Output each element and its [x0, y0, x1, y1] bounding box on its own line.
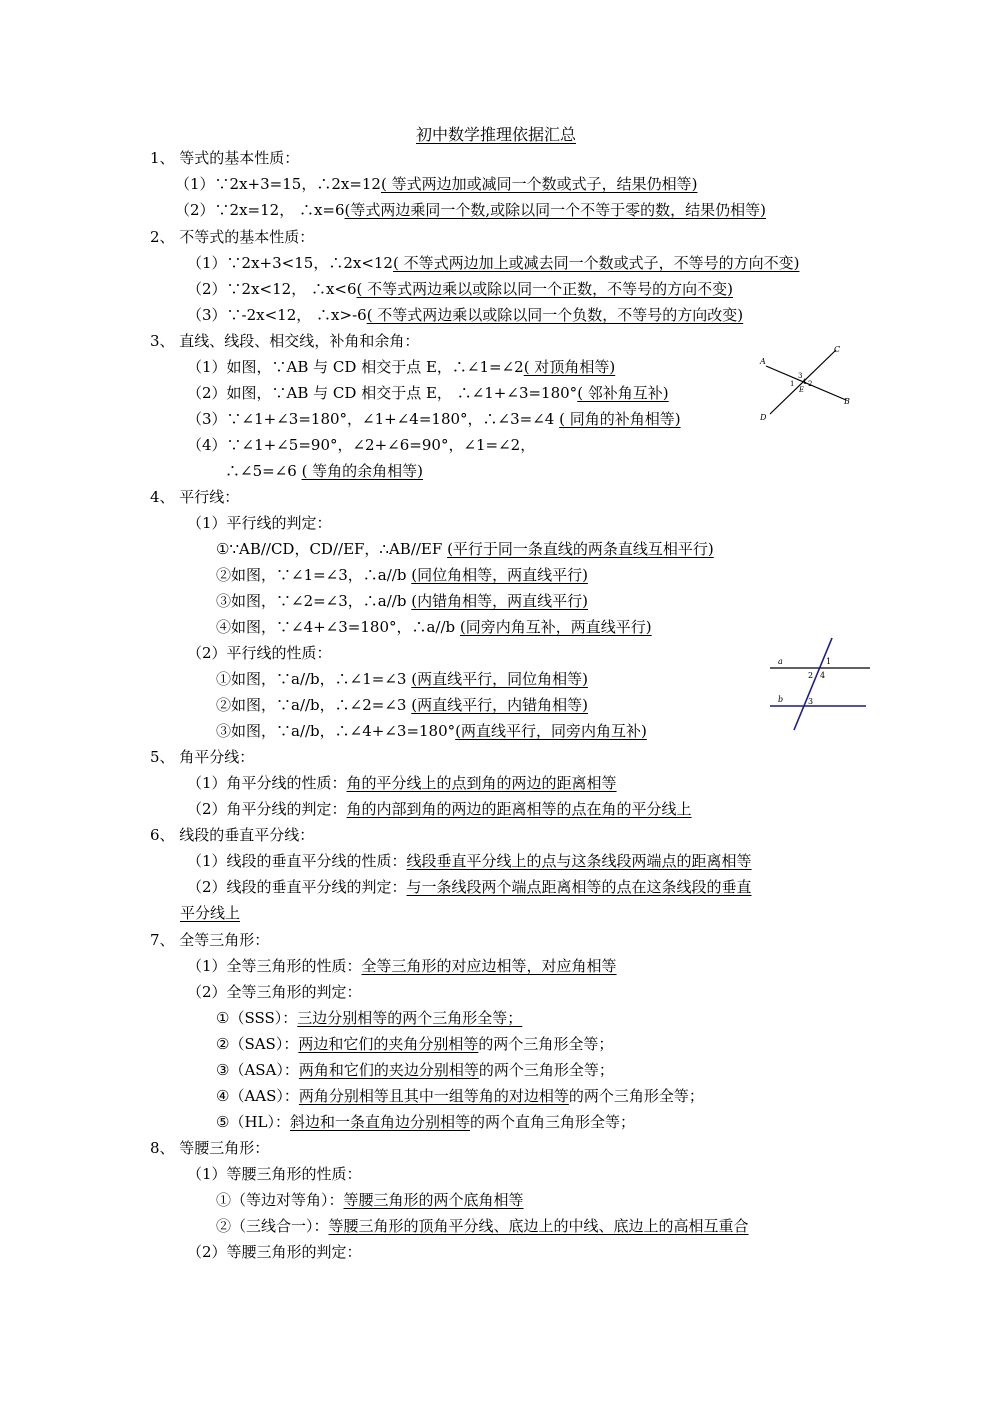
text-line [187, 877, 752, 897]
line-text: （1）线段的垂直平分线的性质： [187, 852, 407, 870]
line-underlined-text: 角的内部到角的两边的距离相等的点在角的平分线上 [346, 800, 692, 818]
fig2-label-3: 3 [808, 697, 814, 706]
fig1-label-1: 1 [790, 380, 795, 388]
line-underlined-text: 两角分别相等且其中一组等角的对边相等 [298, 1087, 569, 1105]
text-line [150, 930, 269, 950]
text-line [187, 253, 799, 273]
line-text: 7、 全等三角形： [150, 931, 270, 949]
text-line [216, 1112, 635, 1132]
text-line [187, 305, 743, 325]
line-underlined-text: (两直线平行，内错角相等) [411, 696, 588, 714]
line-underlined-text: 两边和它们的夹角分别相等 [298, 1035, 479, 1053]
line-text: 3、 直线、线段、相交线，补角和余角： [150, 332, 420, 350]
line-underlined-text: ( 等式两边加或减同一个数或式子，结果仍相等) [380, 175, 698, 193]
text-line [187, 357, 615, 377]
line-text: （2）∵2x<12， ∴x<6 [187, 280, 357, 298]
line-text: 5、 角平分线： [150, 748, 255, 766]
line-text: ①∵AB//CD，CD//EF，∴AB//EF [216, 540, 448, 558]
fig1-label-d: D [760, 413, 767, 422]
line-underlined-text: 角的平分线上的点到角的两边的距离相等 [346, 774, 617, 792]
line-text: ∴∠5=∠6 [225, 462, 302, 480]
line-text: ④（AAS）： [216, 1087, 299, 1105]
line-underlined-text: 两角和它们的夹边分别相等 [298, 1061, 479, 1079]
line-text: （3）∵∠1+∠3=180°，∠1+∠4=180°，∴∠3=∠4 [187, 410, 560, 428]
text-line [187, 409, 681, 429]
text-line [216, 1190, 524, 1210]
fig2-label-a: a [778, 657, 783, 666]
line-text: （1）角平分线的性质： [187, 774, 347, 792]
line-text: ③（ASA）： [216, 1061, 299, 1079]
page-title: 初中数学推理依据汇总 [415, 125, 576, 144]
line-underlined-text: (同旁内角互补，两直线平行) [459, 618, 652, 636]
line-underlined-text: 等腰三角形的两个底角相等 [343, 1191, 524, 1209]
line-trailing-text: 的两个三角形全等； [478, 1035, 614, 1053]
line-text: 4、 平行线： [150, 488, 240, 506]
line-text: 1、 等式的基本性质： [150, 149, 300, 167]
line-trailing-text: 的两个三角形全等； [568, 1087, 704, 1105]
fig1-label-b: B [844, 397, 850, 406]
text-line [216, 1216, 749, 1236]
text-line [150, 1138, 269, 1158]
fig1-label-4: 4 [802, 378, 807, 386]
fig1-label-3: 3 [798, 372, 803, 380]
line-text: 6、 线段的垂直平分线： [150, 826, 315, 844]
line-underlined-text: ( 不等式两边加上或减去同一个数或式子，不等号的方向不变) [392, 254, 800, 272]
line-underlined-text: ( 对顶角相等) [523, 358, 616, 376]
fig1-label-e: E [799, 386, 805, 394]
text-line [187, 279, 733, 299]
fig1-label-a: A [760, 357, 766, 366]
text-line [187, 383, 669, 403]
text-line [187, 956, 617, 976]
text-line [187, 773, 617, 793]
fig1-label-2: 2 [808, 380, 813, 388]
line-underlined-text: 平分线上 [180, 904, 241, 922]
text-line [187, 1164, 362, 1184]
fig1-label-c: C [834, 345, 841, 354]
fig2-label-2: 2 [808, 671, 814, 680]
line-text: （3）∵-2x<12， ∴x>-6 [187, 306, 367, 324]
text-line [216, 565, 588, 585]
text-line [175, 174, 697, 194]
line-underlined-text: ( 不等式两边乘以或除以同一个正数，不等号的方向不变) [356, 280, 734, 298]
text-line [216, 1086, 704, 1106]
line-text: （1）∵2x+3=15，∴2x=12 [175, 175, 381, 193]
line-text: ②（三线合一）： [216, 1217, 329, 1235]
line-underlined-text: (内错角相等，两直线平行) [411, 592, 588, 610]
fig2-label-1: 1 [826, 657, 832, 666]
line-trailing-text: 的两个直角三角形全等； [470, 1113, 636, 1131]
line-underlined-text: 与一条线段两个端点距离相等的点在这条线段的垂直 [406, 878, 752, 896]
line-underlined-text: 斜边和一条直角边分别相等 [290, 1113, 471, 1131]
text-line [187, 513, 332, 533]
text-line [150, 331, 419, 351]
text-line [187, 1242, 362, 1262]
line-underlined-text: (两直线平行，同旁内角互补) [455, 722, 647, 740]
line-text: （1）如图，∵AB 与 CD 相交于点 E，∴∠1=∠2 [187, 358, 524, 376]
line-underlined-text: (两直线平行，同位角相等) [411, 670, 588, 688]
text-line [175, 200, 766, 220]
line-text: ④如图，∵∠4+∠3=180°，∴a//b [216, 618, 460, 636]
text-line [216, 591, 588, 611]
text-line [225, 461, 423, 481]
intersecting-lines-figure [756, 342, 856, 426]
line-text: （2）全等三角形的判定： [187, 983, 362, 1001]
fig2-label-b: b [778, 695, 784, 704]
line-text: （1）∵2x+3<15，∴2x<12 [187, 254, 393, 272]
text-line [216, 617, 652, 637]
line-text: 8、 等腰三角形： [150, 1139, 270, 1157]
text-line [187, 982, 362, 1002]
line-text: （1）平行线的判定： [187, 514, 332, 532]
line-text: （2）等腰三角形的判定： [187, 1243, 362, 1261]
line-text: ②如图，∵a//b，∴∠2=∠3 [216, 696, 412, 714]
line-text: ②（SAS）： [216, 1035, 299, 1053]
line-underlined-text: (同位角相等，两直线平行) [411, 566, 588, 584]
text-line [216, 539, 714, 559]
text-line [150, 148, 299, 168]
text-line [216, 1060, 614, 1080]
text-line [216, 1034, 613, 1054]
text-line [150, 825, 314, 845]
text-line [150, 227, 314, 247]
line-text: （4）∵∠1+∠5=90°，∠2+∠6=90°，∠1=∠2， [187, 436, 536, 454]
line-underlined-text: ( 邻补角互补) [577, 384, 669, 402]
text-line [187, 799, 692, 819]
line-underlined-text: ( 不等式两边乘以或除以同一个负数，不等号的方向改变) [366, 306, 744, 324]
line-underlined-text: 全等三角形的对应边相等，对应角相等 [361, 957, 617, 975]
line-text: （1）等腰三角形的性质： [187, 1165, 362, 1183]
line-text: ②如图，∵∠1=∠3，∴a//b [216, 566, 412, 584]
line-underlined-text: ( 同角的补角相等) [559, 410, 681, 428]
text-line [180, 903, 240, 923]
line-underlined-text: (平行于同一条直线的两条直线互相平行) [447, 540, 714, 558]
line-underlined-text: 等腰三角形的顶角平分线、底边上的中线、底边上的高相互重合 [328, 1217, 749, 1235]
text-line [187, 851, 752, 871]
line-underlined-text: 三边分别相等的两个三角形全等； [297, 1009, 523, 1027]
line-text: ③如图，∵∠2=∠3，∴a//b [216, 592, 412, 610]
line-text: （2）如图，∵AB 与 CD 相交于点 E， ∴∠1+∠3=180° [187, 384, 578, 402]
line-underlined-text: ( 等角的余角相等) [301, 462, 424, 480]
fig2-label-4: 4 [820, 671, 826, 680]
text-line [187, 435, 535, 455]
text-line [216, 721, 647, 741]
text-line [216, 1008, 522, 1028]
line-underlined-text: 线段垂直平分线上的点与这条线段两端点的距离相等 [406, 852, 752, 870]
line-text: （2）角平分线的判定： [187, 800, 347, 818]
text-line [150, 487, 239, 507]
line-trailing-text: 的两个三角形全等； [478, 1061, 614, 1079]
text-line [216, 669, 588, 689]
line-text: 2、 不等式的基本性质： [150, 228, 315, 246]
line-text: ⑤（HL）： [216, 1113, 290, 1131]
line-text: ①如图，∵a//b，∴∠1=∠3 [216, 670, 412, 688]
line-underlined-text: (等式两边乘同一个数,或除以同一个不等于零的数，结果仍相等) [344, 201, 767, 219]
parallel-lines-figure [766, 634, 876, 734]
text-line [187, 643, 332, 663]
line-text: （2）平行线的性质： [187, 644, 332, 662]
text-line [216, 695, 588, 715]
line-text: ③如图，∵a//b，∴∠4+∠3=180° [216, 722, 456, 740]
line-text: （2）∵2x=12， ∴x=6 [175, 201, 345, 219]
line-text: （2）线段的垂直平分线的判定： [187, 878, 407, 896]
line-text: ①（等边对等角）： [216, 1191, 344, 1209]
line-text: （1）全等三角形的性质： [187, 957, 362, 975]
text-line [150, 747, 254, 767]
line-text: ①（SSS）： [216, 1009, 298, 1027]
